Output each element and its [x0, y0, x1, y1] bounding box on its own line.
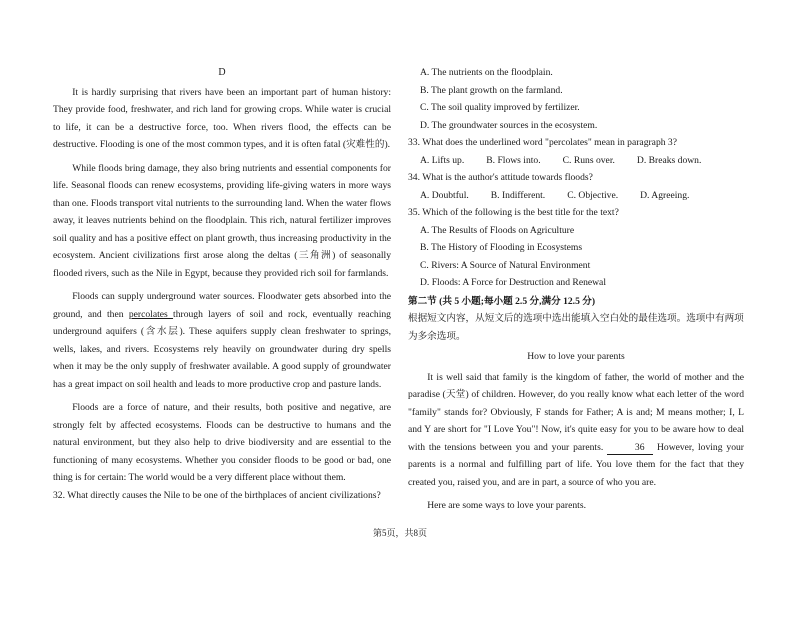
paragraph-3 — [53, 288, 391, 393]
q34-option-b: B. Indifferent. — [490, 189, 546, 201]
cloze-paragraph-1-rest: However, loving your parents is a normal and fulfilling part of life. You love them for the fact that they created you, raised you, and are in part, a source of who you are. — [408, 441, 744, 488]
blank-36: 36 — [607, 442, 653, 455]
q32-option-a: A. The nutrients on the floodplain. — [420, 67, 553, 78]
cloze-paragraph-1 — [408, 369, 744, 492]
cloze-title: How to love your parents — [527, 351, 625, 362]
q35-option-d: D. Floods: A Force for Destruction and Renewal — [420, 277, 606, 288]
right-column — [408, 64, 744, 515]
underlined-word: percolates — [128, 308, 174, 320]
q33-option-d: D. Breaks down. — [636, 154, 702, 166]
paragraph-3-rest: through layers of soil and rock, eventually reaching underground aquifers (含水层). These aquifers supply clean freshwater to springs, wells, lakes, and rivers. Ecosystems rely heavily on groundwater during dry spells when it may be the only supply of freshwater available. A good supply of groundwater has a great impact on soil health and leads to more productive crop and pasture lands. — [53, 308, 391, 390]
q32-option-d: D. The groundwater sources in the ecosystem. — [420, 119, 598, 131]
q34-option-d: D. Agreeing. — [640, 189, 690, 201]
section-2-instructions: 根据短文内容，从短文后的选项中选出能填入空白处的最佳选项。选项中有两项为多余选项。 — [408, 313, 744, 342]
paragraph-1: It is hardly surprising that rivers have been an important part of human history: They provide food, freshwater, and rich land for growing crops. While water is crucial to life, it can be a destructive force, too. When rivers flood, the effects can be destructive. Flooding is one of the most common types, and it is often fatal (灾难性的). — [53, 86, 391, 150]
q34-option-a: A. Doubtful. — [420, 189, 469, 201]
page-footer: 第5页，共8页 — [372, 528, 427, 538]
q32-option-c: C. The soil quality improved by fertilizer. — [420, 102, 580, 113]
q35-option-b: B. The History of Flooding in Ecosystems — [420, 242, 583, 253]
q32-option-b: B. The plant growth on the farmland. — [420, 84, 563, 96]
cloze-paragraph-1-start: It is well said that family is the kingdom of father, the world of mother and the paradise (天堂) of children. However, do you really know what each letter of the word "family" stands for? Obviously, F stands for Father; A is and; M means mother; I, L and Y are short for "I Love You"! Now, it's quite easy for you to be aware how to deal with the tensions between you and your parents. — [408, 371, 744, 453]
cloze-paragraph-2: Here are some ways to love your parents. — [427, 500, 586, 511]
passage-letter: D — [218, 67, 226, 78]
q35-option-a: A. The Results of Floods on Agriculture — [420, 224, 575, 236]
question-35-stem: 35. Which of the following is the best title for the text? — [408, 207, 619, 218]
question-33-stem: 33. What does the underlined word "percolates" mean in paragraph 3? — [408, 137, 677, 148]
paragraph-4: Floods are a force of nature, and their results, both positive and negative, are strongly felt by affected ecosystems. Floods can be destructive to humans and the natural environment, but they also help to drive biodiversity and are essential to the functioning of many ecosystems. Whether you consider floods to be good or bad, one thing is for certain: The world would be a very different place without them. — [53, 402, 391, 483]
q33-option-b: B. Flows into. — [486, 154, 541, 166]
q33-option-a: A. Lifts up. — [420, 154, 465, 166]
left-column — [53, 64, 391, 504]
q34-option-c: C. Objective. — [567, 189, 619, 201]
q34-options — [408, 187, 744, 205]
paragraph-2: While floods bring damage, they also bring nutrients and essential components for life. Seasonal floods can renew ecosystems, providing life-giving waters in more ways than one. Floods transport vital nutrients to the surrounding land. When the water flows away, it leaves nutrients behind on the floodplain. This rich, natural fertilizer improves soil quality and has a positive effect on plant growth, thus increasing productivity in the ecosystem. Ancient civilizations first arose along the deltas (三角洲) of seasonally flooded rivers, such as the Nile in Egypt, because they provided rich soil for farmlands. — [53, 162, 391, 279]
paragraph-3-start: Floods can supply underground water sources. Floodwater gets absorbed into the ground, and then — [53, 291, 391, 320]
q33-option-c: C. Runs over. — [562, 154, 615, 166]
q35-option-c: C. Rivers: A Source of Natural Environment — [420, 259, 591, 271]
q33-options — [408, 152, 744, 170]
section-2-heading: 第二节 (共 5 小题;每小题 2.5 分,满分 12.5 分) — [408, 295, 596, 307]
question-32-stem: 32. What directly causes the Nile to be one of the birthplaces of ancient civilizations? — [53, 489, 381, 501]
question-34-stem: 34. What is the author's attitude towards floods? — [408, 172, 593, 183]
